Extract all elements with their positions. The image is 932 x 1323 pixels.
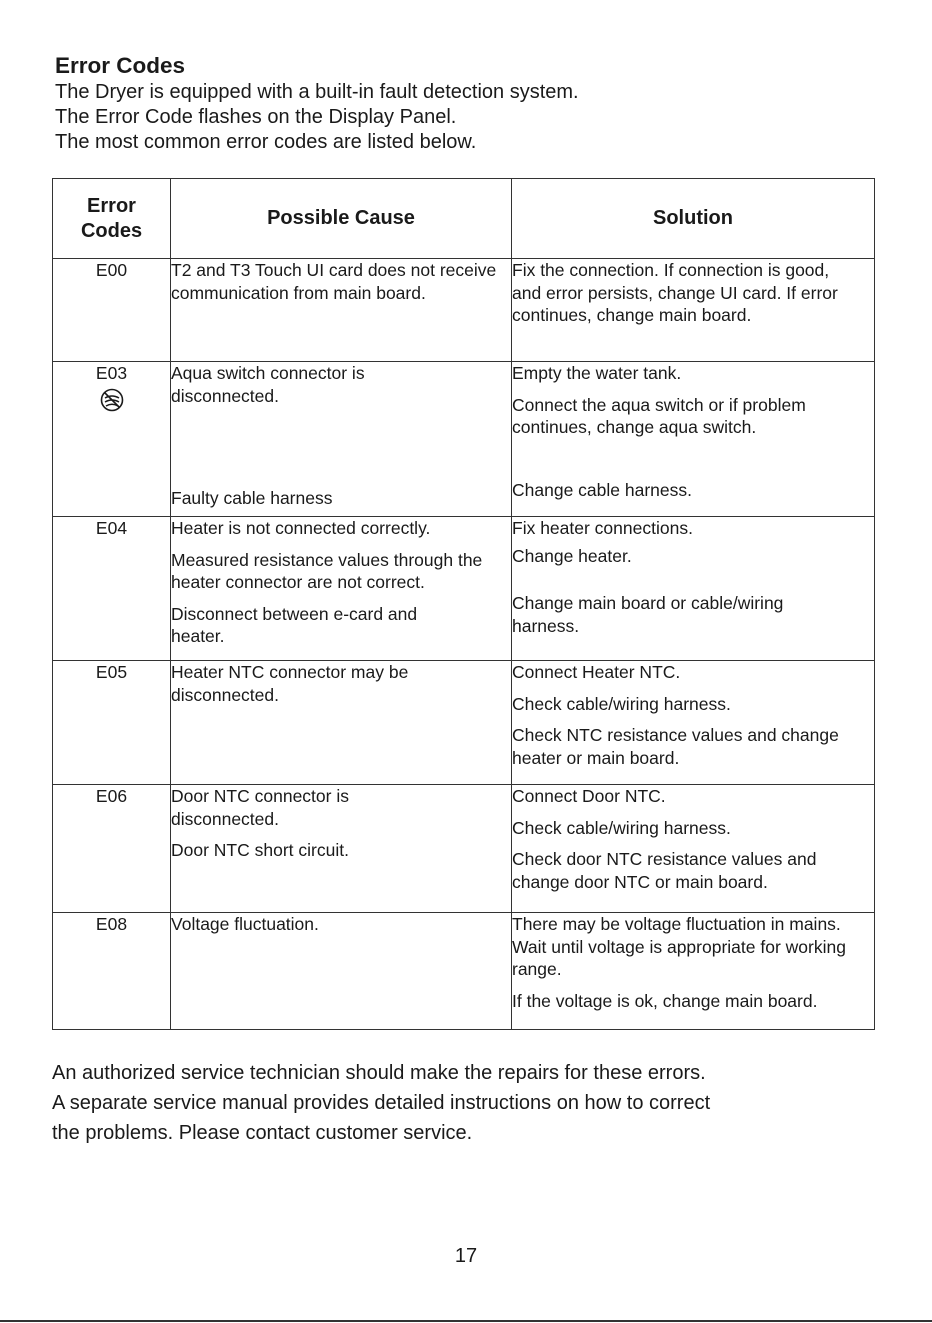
- solution-text: Change cable harness.: [512, 479, 692, 500]
- footer-line: An authorized service technician should make the repairs for these errors.: [52, 1062, 706, 1084]
- solution-text: Check cable/wiring harness.: [512, 693, 731, 714]
- error-code: E05: [53, 661, 171, 785]
- error-code: E00: [53, 259, 171, 362]
- footer-line: the problems. Please contact customer service.: [52, 1122, 473, 1144]
- error-code: E03: [95, 363, 128, 383]
- solution: [512, 913, 875, 1030]
- footer-line: A separate service manual provides detailed instructions on how to correct: [52, 1092, 711, 1114]
- table-row: [53, 259, 875, 362]
- bottom-divider: [0, 1320, 932, 1322]
- error-code: E04: [53, 517, 171, 661]
- error-codes-table: [52, 178, 875, 1030]
- solution-text: Connect Door NTC.: [512, 786, 666, 806]
- possible-cause: [171, 259, 512, 362]
- table-header-row: [53, 179, 875, 259]
- intro-line: The most common error codes are listed below.: [55, 131, 477, 153]
- footer-note: [52, 1058, 872, 1148]
- possible-cause: [171, 913, 512, 1030]
- cause-text: Door NTC connector is disconnected.: [171, 786, 349, 829]
- cause-text: Door NTC short circuit.: [171, 840, 349, 860]
- cause-text: Heater NTC connector may be disconnected.: [171, 662, 409, 705]
- solution-text: Change heater.: [512, 545, 632, 566]
- error-code-cell: [53, 362, 171, 517]
- column-header-error-codes: Error Codes: [53, 179, 171, 259]
- table-row: [53, 785, 875, 913]
- cause-text: Aqua switch connector is disconnected.: [171, 363, 365, 406]
- table-row: [53, 661, 875, 785]
- error-code: E08: [53, 913, 171, 1030]
- solution-text: Connect Heater NTC.: [512, 662, 681, 682]
- solution-text: Connect the aqua switch or if problem continues, change aqua switch.: [512, 394, 806, 437]
- solution-text: Fix the connection. If connection is good, and error persists, change UI card. If error continues, change main board.: [512, 260, 838, 325]
- cause-text: Measured resistance values through the heater connector are not correct.: [171, 549, 483, 592]
- cause-text: Disconnect between e-card and heater.: [171, 603, 418, 646]
- possible-cause: [171, 661, 512, 785]
- error-code: E06: [53, 785, 171, 913]
- table-row: [53, 517, 875, 661]
- solution-text: Empty the water tank.: [512, 363, 682, 383]
- solution-text: Change main board or cable/wiring harness.: [512, 593, 784, 636]
- table-row: [53, 362, 875, 517]
- possible-cause: [171, 785, 512, 913]
- solution: [512, 259, 875, 362]
- table-row: [53, 913, 875, 1030]
- possible-cause: [171, 517, 512, 661]
- solution: [512, 661, 875, 785]
- solution-text: Check cable/wiring harness.: [512, 817, 731, 838]
- solution-text: There may be voltage fluctuation in mains. Wait until voltage is appropriate for working range.: [512, 914, 846, 979]
- page-title: Error Codes: [55, 53, 186, 78]
- solution-text: Check door NTC resistance values and change door NTC or main board.: [512, 849, 817, 892]
- cause-text: Voltage fluctuation.: [171, 914, 319, 934]
- solution-text: If the voltage is ok, change main board.: [512, 990, 818, 1011]
- solution: [512, 517, 875, 661]
- water-tank-icon: [100, 388, 124, 412]
- intro-section: [55, 52, 875, 155]
- solution: [512, 785, 875, 913]
- possible-cause: [171, 362, 512, 517]
- page-number: 17: [454, 1245, 478, 1267]
- cause-text: Faulty cable harness: [171, 488, 333, 508]
- column-header-solution: Solution: [512, 179, 875, 259]
- solution-text: Fix heater connections.: [512, 518, 693, 538]
- solution-text: Check NTC resistance values and change heater or main board.: [512, 725, 839, 768]
- intro-line: The Error Code flashes on the Display Panel.: [55, 106, 457, 128]
- intro-line: The Dryer is equipped with a built-in fault detection system.: [55, 81, 579, 103]
- column-header-possible-cause: Possible Cause: [171, 179, 512, 259]
- solution: [512, 362, 875, 517]
- cause-text: T2 and T3 Touch UI card does not receive communication from main board.: [171, 260, 497, 303]
- cause-text: Heater is not connected correctly.: [171, 518, 431, 538]
